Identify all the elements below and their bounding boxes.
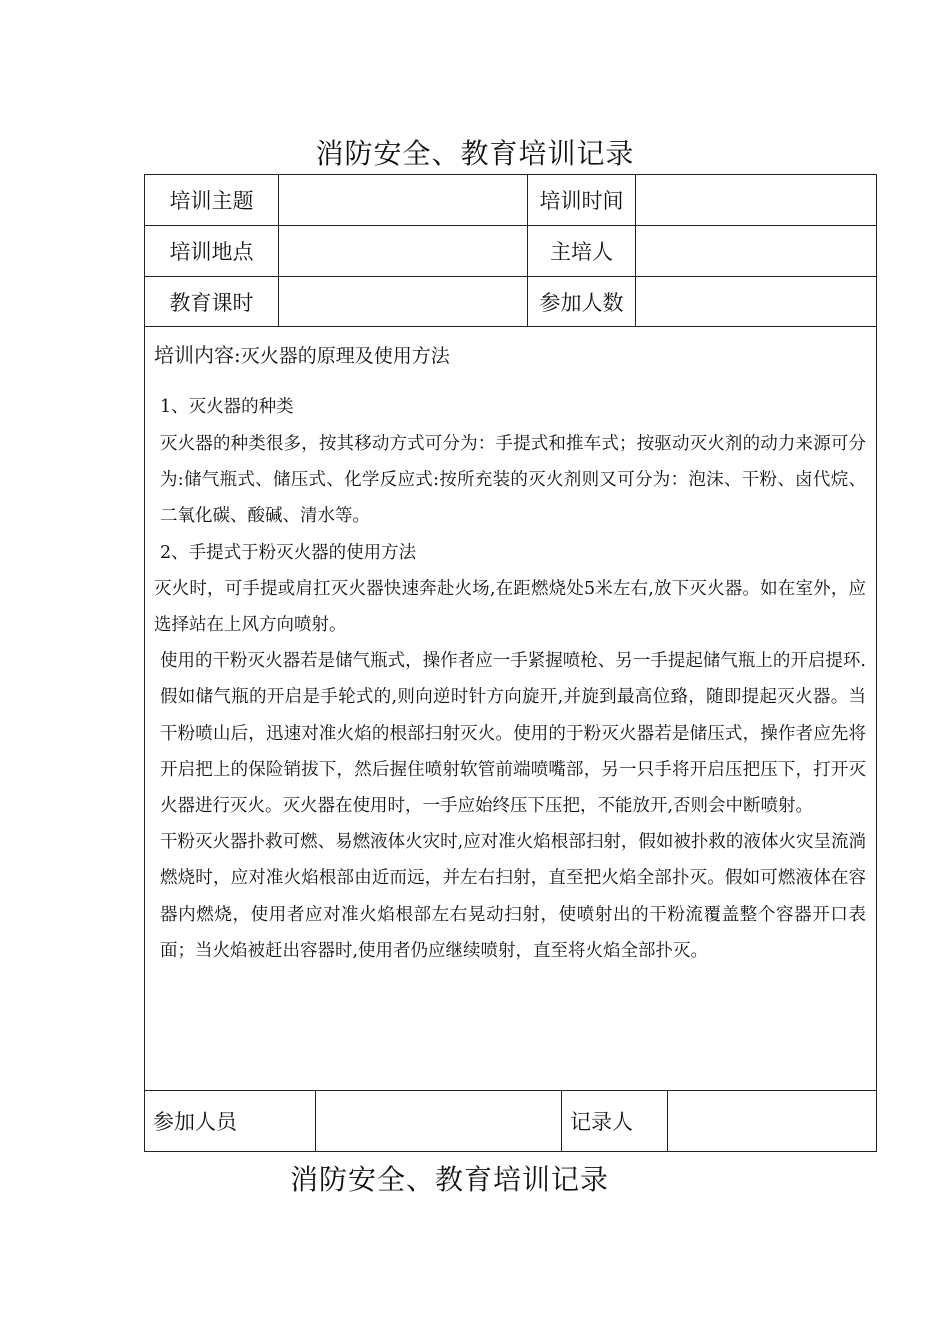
label-topic: 培训主题 bbox=[145, 175, 279, 225]
training-content-cell bbox=[145, 327, 876, 1091]
value-topic[interactable] bbox=[279, 175, 528, 225]
paragraph: 灭火时，可手提或肩扛灭火器快速奔赴火场,在距燃烧处5米左右,放下灭火器。如在室外，应选择站在上风方向喷射。 bbox=[154, 578, 866, 636]
paragraph: 灭火器的种类很多，按其移动方式可分为：手提式和推车式；按驱动灭火剂的动力来源可分为:储气瓶式、储压式、化学反应式:按所充装的灭火剂则又可分为：泡沫、干粉、卤代烷、二氧化碳、酸碱、清水等。 bbox=[160, 434, 866, 527]
document-title-repeat: 消防安全、教育培训记录 bbox=[290, 1163, 610, 1196]
section-title: 1、灭火器的种类 bbox=[160, 397, 294, 417]
content-heading-topic: 灭火器的原理及使用方法 bbox=[240, 345, 450, 367]
value-attendees[interactable] bbox=[316, 1091, 562, 1151]
paragraph: 干粉灭火器扑救可燃、易燃液体火灾时,应对准火焰根部扫射，假如被扑救的液体火灾呈流淌燃烧时，应对准火焰根部由近而远，并左右扫射，直至把火焰全部扑灭。假如可燃液体在容器内燃烧，使用者应对准火焰根部左右晃动扫射，使喷射出的干粉流覆盖整个容器开口表面；当火焰被赶出容器时,使用者仍应继续喷射，直至将火焰全部扑灭。 bbox=[160, 832, 866, 961]
label-recorder: 记录人 bbox=[562, 1091, 668, 1151]
label-hours: 教育课时 bbox=[145, 277, 279, 326]
value-hours[interactable] bbox=[279, 277, 528, 326]
label-time: 培训时间 bbox=[528, 175, 636, 225]
table-row bbox=[145, 226, 876, 277]
value-location[interactable] bbox=[279, 226, 528, 276]
document-title: 消防安全、教育培训记录 bbox=[315, 137, 635, 170]
label-location: 培训地点 bbox=[145, 226, 279, 276]
table-row bbox=[145, 277, 876, 327]
label-attendee-count: 参加人数 bbox=[528, 277, 636, 326]
section-title: 2、手提式于粉灭火器的使用方法 bbox=[160, 542, 417, 563]
value-time[interactable] bbox=[636, 175, 876, 225]
paragraph: 使用的干粉灭火器若是储气瓶式，操作者应一手紧握喷枪、另一手提起储气瓶上的开启提环.假如储气瓶的开启是手轮式的,则向逆时针方向旋开,并旋到最高位臵，随即提起灭火器。当干粉喷山后，迅速对准火焰的根部扫射灭火。使用的于粉灭火器若是储压式，操作者应先将开启把上的保险销拔下，然后握住喷射软管前端喷嘴部，另一只手将开启压把压下，打开灭火器进行灭火。灭火器在使用时，一手应始终压下压把，不能放开,否则会中断喷射。 bbox=[160, 651, 866, 817]
content-heading bbox=[154, 341, 866, 370]
value-trainer[interactable] bbox=[636, 226, 876, 276]
table-row bbox=[145, 1091, 876, 1151]
value-attendee-count[interactable] bbox=[636, 277, 876, 326]
label-attendees: 参加人员 bbox=[145, 1091, 316, 1151]
training-record-table bbox=[144, 174, 877, 1152]
table-row bbox=[145, 175, 876, 226]
label-trainer: 主培人 bbox=[528, 226, 636, 276]
value-recorder[interactable] bbox=[668, 1091, 876, 1151]
content-heading-label: 培训内容: bbox=[154, 343, 241, 367]
